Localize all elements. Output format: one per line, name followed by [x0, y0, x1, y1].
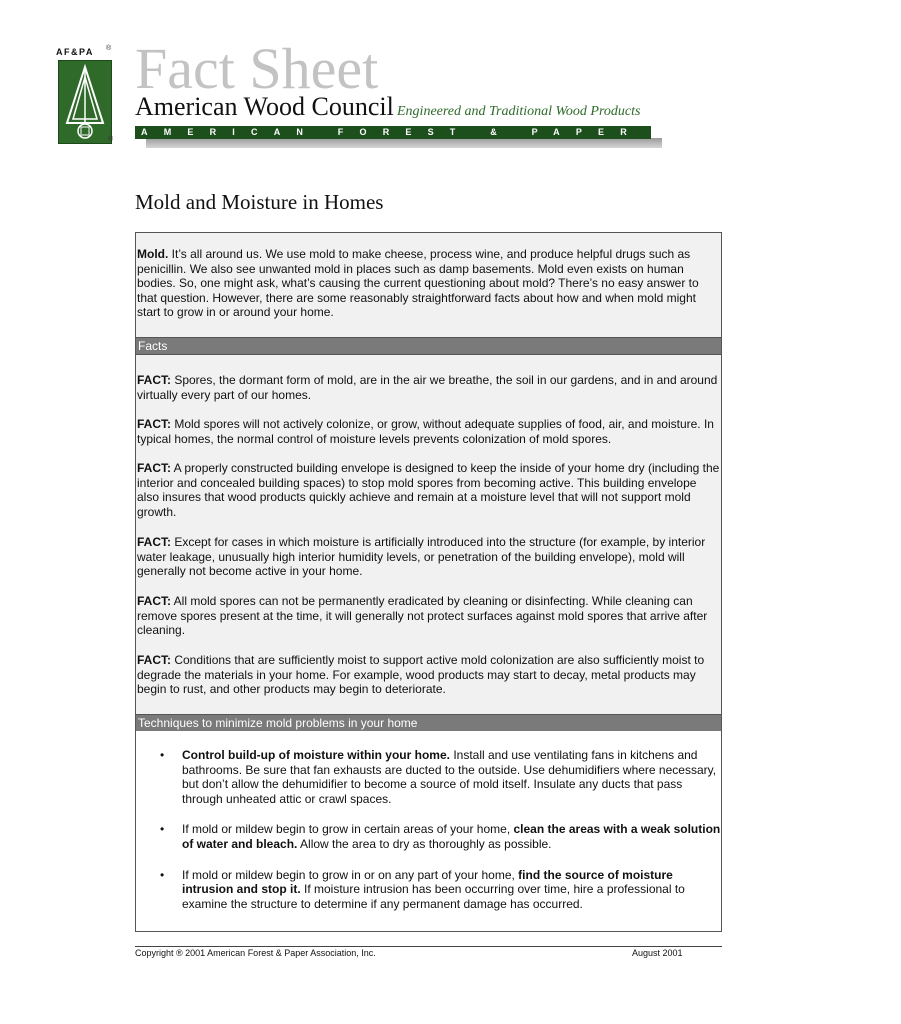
footer-rule: [135, 946, 722, 947]
divider: [136, 354, 721, 355]
intro-text: It’s all around us. We use mold to make cheese, process wine, and produce helpful drugs such as penicillin. We also see unwanted mold in places such as damp basements. Mold even exists on human bodies. So, one might ask, what’s causing the current questioning about mold? There’s no easy answer to that question. However, there are some reasonably straightforward facts about how and when mold might start to grow in or around your home.: [137, 247, 699, 320]
fact-lead: FACT:: [137, 373, 171, 387]
fact-item: [137, 535, 721, 579]
copyright-text: Copyright ® 2001 American Forest & Paper Association, Inc.: [135, 948, 376, 958]
fact-item: [137, 373, 721, 402]
bullet-icon: •: [160, 748, 165, 762]
fact-text: A properly constructed building envelope is designed to keep the inside of your home dry (including the interior and concealed building spaces) to stop mold spores from becoming active. This building envelope also insures that wood products quickly achieve and remain at a moisture level that will not support mold growth.: [137, 461, 720, 519]
facts-heading: Facts: [136, 338, 721, 354]
list-item: • If mold or mildew begin to grow in certain areas of your home, clean the areas with a weak solution of water and bleach. Allow the area to dry as thoroughly as possible.: [160, 822, 721, 851]
technique-bold: Control build-up of moisture within your home.: [182, 748, 450, 762]
techniques-heading: Techniques to minimize mold problems in your home: [136, 715, 721, 731]
afpa-logo-text: AF&PA: [56, 47, 94, 57]
bullet-icon: •: [160, 867, 165, 882]
document-title: Mold and Moisture in Homes: [135, 190, 384, 214]
fact-text: Spores, the dormant form of mold, are in the air we breathe, the soil in our gardens, and in and around virtually every part of our homes.: [137, 373, 718, 402]
fact-lead: FACT:: [137, 535, 171, 549]
registered-mark: ®: [108, 136, 114, 143]
list-item: • If mold or mildew begin to grow in or on any part of your home, find the source of moisture intrusion and stop it. If moisture intrusion has been occurring over time, hire a professional to examine the structure to determine if any permanent damage has occurred.: [160, 867, 685, 911]
intro-lead: Mold.: [137, 247, 169, 261]
fact-text: Except for cases in which moisture is artificially introduced into the structure (for example, by interior water leakage, unusually high interior humidity levels, or penetration of the building envelope), mold will generally not become active in your home.: [137, 535, 706, 579]
afpa-tree-logo-icon: [58, 60, 112, 144]
techniques-area: [136, 731, 721, 931]
fact-item: [137, 461, 721, 519]
fact-lead: FACT:: [137, 594, 171, 608]
techniques-list: [136, 743, 721, 911]
tagline: Engineered and Traditional Wood Products: [397, 104, 641, 119]
fact-lead: FACT:: [137, 653, 171, 667]
bullet-icon: •: [160, 822, 165, 837]
association-bar: AMERICAN FOREST & PAPER ASSOCIATION: [135, 126, 651, 139]
list-item: • Control build-up of moisture within your home. Install and use ventilating fans in kitchens and bathrooms. Be sure that fan exhausts are ducted to the outside. Use dehumidifiers where necessary, but don’t allow the dehumidifier to become a source of mold itself. Insulate any ducts that pass through unheated attic or crawl spaces.: [160, 748, 717, 806]
fact-item: [137, 417, 721, 446]
content-box: [135, 232, 722, 932]
fact-text: All mold spores can not be permanently eradicated by cleaning or disinfecting. While cleaning can remove spores present at the time, it will generally not protect surfaces against mold spores that arrive after cleaning.: [137, 594, 708, 638]
fact-lead: FACT:: [137, 417, 171, 431]
fact-item: [137, 594, 721, 638]
technique-bold: clean the areas with a weak solution of water and bleach.: [182, 822, 721, 851]
fact-text: Conditions that are sufficiently moist to support active mold colonization are also sufficiently moist to degrade the materials in your home. For example, wood products may start to decay, metal products may begin to rust, and other products may begin to deteriorate.: [137, 653, 705, 697]
fact-sheet-title: Fact Sheet: [135, 36, 379, 101]
fact-lead: FACT:: [137, 461, 171, 475]
header-bar-shadow: [146, 138, 662, 148]
publication-date: August 2001: [632, 948, 683, 958]
council-name: American Wood Council: [135, 92, 394, 121]
fact-item: [137, 653, 721, 697]
intro-paragraph: [137, 247, 721, 320]
technique-bold: find the source of moisture intrusion and stop it.: [182, 867, 673, 897]
registered-mark: ®: [106, 45, 112, 52]
fact-text: Mold spores will not actively colonize, or grow, without adequate supplies of food, air, and moisture. In typical homes, the normal control of moisture levels prevents colonization of mold spores.: [137, 417, 714, 446]
